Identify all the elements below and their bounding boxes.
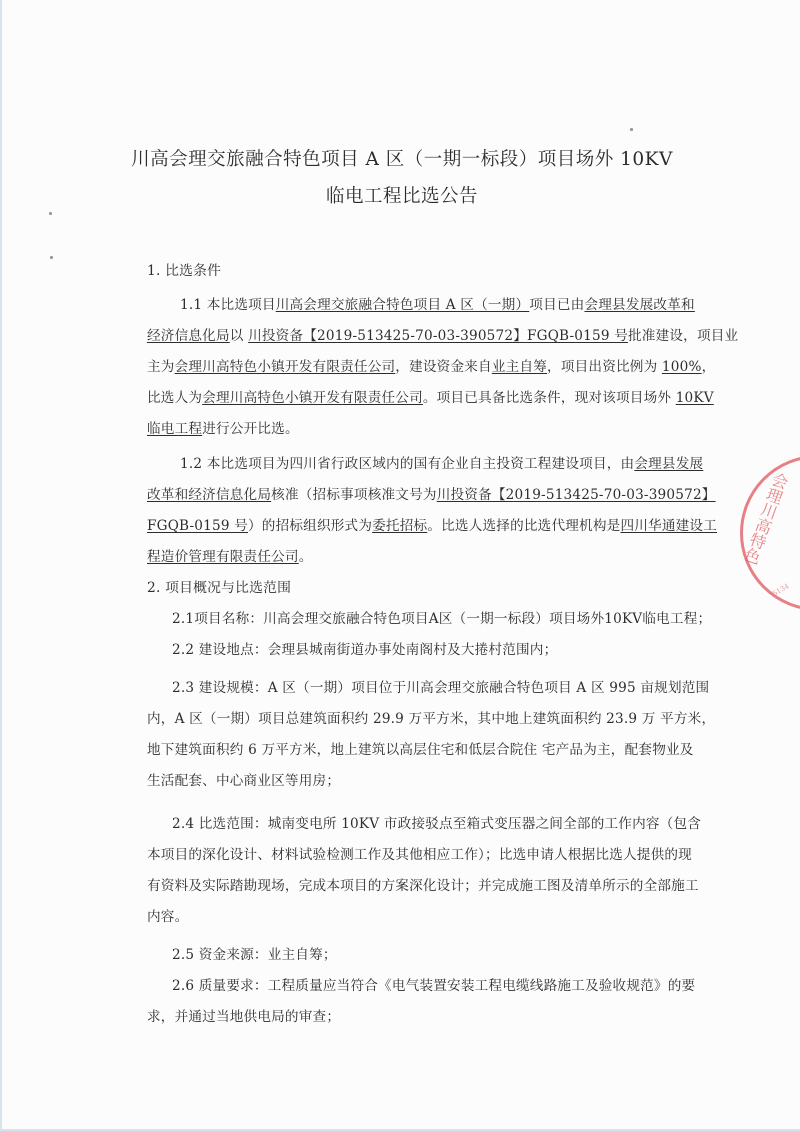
paragraph-2-3-line-3: 地下建筑面积约 6 万平方米，地上建筑以高层住宅和低层合院住 宅产品为主，配套物业及 [147,742,694,758]
paragraph-2-4-line-1: 2.4 比选范围：城南变电所 10KV 市政接驳点至箱式变压器之间全部的工作内容（包含 [172,816,702,832]
underlined-ratio: 100% [661,359,702,375]
underlined-approval-number: FGQB-0159 号 [147,518,248,534]
underlined-approval-number: 川投资备【2019-513425-70-03-390572】FGQB-0159 号 [248,328,628,344]
paragraph-1-2-line-2 [147,483,716,503]
text: 。 [298,549,313,565]
paragraph-2-4-line-3: 有资料及实际踏勘现场，完成本项目的方案深化设计；并完成施工图及清单所示的全部施工 [147,878,699,894]
paragraph-2-5: 2.5 资金来源：业主自筹； [172,947,337,963]
paragraph-1-1-line-5 [147,417,299,437]
paragraph-2-3-line-4: 生活配套、中心商业区等用房； [147,773,341,789]
scan-speck [49,212,52,215]
paragraph-2-4-line-4: 内容。 [147,909,189,925]
text: 。比选人选择的比选代理机构是 [427,518,621,534]
text: 核准（招标事项核准文号为 [271,487,437,503]
underlined-selector: 会理川高特色小镇开发有限责任公司 [202,390,423,406]
paragraph-1-1-line-3 [147,355,715,375]
underlined-approval-number: 川投资备【2019-513425-70-03-390572】 [436,487,716,503]
scan-speck [630,128,633,131]
underlined-project-name: 川高会理交旅融合特色项目 A 区（一期） [275,297,530,313]
underlined-funding: 业主自筹 [491,359,548,375]
text: 1.2 本比选项目为四川省行政区域内的国有企业自主投资工程建设项目，由 [180,456,635,472]
underlined-voltage: 10KV [675,390,714,406]
paragraph-1-1-line-1 [180,293,695,313]
text: 进行公开比选。 [202,421,299,437]
paragraph-1-1-line-2 [147,324,738,344]
underlined-approver: 改革和经济信息化局 [147,487,272,503]
paragraph-1-2-line-4 [147,545,313,565]
underlined-method: 委托招标 [372,518,428,534]
paragraph-2-3-line-2: 内，A 区（一期）项目总建筑面积约 29.9 万平方米，其中地上建筑面积约 23.9 万 平方米， [147,711,716,727]
text: 批准建设，项目业 [627,328,739,344]
document-title-line-1: 川高会理交旅融合特色项目 A 区（一期一标段）项目场外 10KV [131,149,673,170]
paragraph-2-6-line-1: 2.6 质量要求：工程质量应当符合《电气装置安装工程电缆线路施工及验收规范》的要 [172,978,696,994]
paragraph-2-4-line-2: 本项目的深化设计、材料试验检测工作及其他相应工作）；比选申请人根据比选人提供的现 [147,847,692,863]
text: 1.1 本比选项目 [180,297,276,313]
paragraph-1-2-line-3 [147,514,717,534]
text: 项目已由 [529,297,585,313]
underlined-approver: 会理县发展 [634,456,704,472]
text: 以 [229,328,249,344]
underlined-agent: 程造价管理有限责任公司 [147,549,299,565]
section-2-heading: 2. 项目概况与比选范围 [147,580,292,596]
document-title-line-2: 临电工程比选公告 [325,186,478,207]
section-1-heading: 1. 比选条件 [147,263,222,279]
seal-text: 会理川高特色 [740,469,791,567]
text: ，建设资金来自 [395,359,492,375]
scan-speck [50,256,53,259]
underlined-agent: 四川华通建设工 [620,518,718,534]
underlined-approver: 会理县发展改革和 [584,297,695,313]
paragraph-1-1-line-4 [147,386,714,406]
text: 比选人为 [147,390,203,406]
paragraph-2-1: 2.1项目名称：川高会理交旅融合特色项目A区（一期一标段）项目场外10KV临电工程； [172,611,712,627]
underlined-approver: 经济信息化局 [147,328,230,344]
text: ， [701,359,716,375]
paragraph-2-2: 2.2 建设地点：会理县城南街道办事处南阁村及大捲村范围内； [172,642,558,658]
text: ，项目出资比例为 [547,359,662,375]
paragraph-2-3-line-1: 2.3 建设规模：A 区（一期）项目位于川高会理交旅融合特色项目 A 区 995 亩规划范围 [172,680,710,696]
paragraph-2-6-line-2: 求，并通过当地供电局的审查； [147,1009,341,1025]
underlined-work: 临电工程 [147,421,203,437]
text: ）的招标组织形式为 [247,518,373,534]
paragraph-1-2-line-1 [180,452,703,472]
text: 。项目已具备比选条件，现对该项目场外 [422,390,676,406]
text: 主为 [147,359,175,375]
seal-number: 5134 [771,582,791,598]
underlined-owner: 会理川高特色小镇开发有限责任公司 [174,359,396,375]
